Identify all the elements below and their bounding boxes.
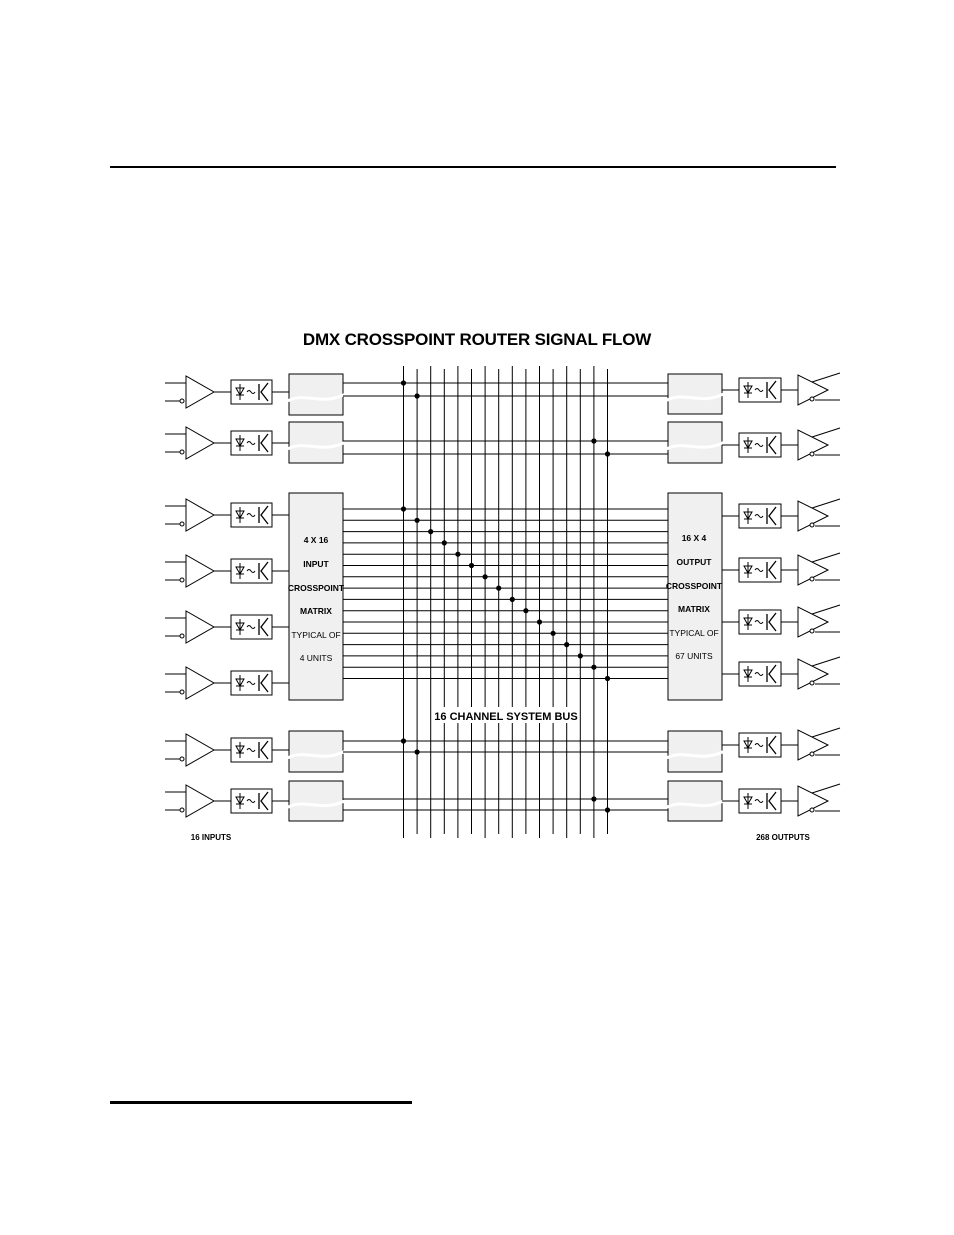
output-channel <box>722 657 840 689</box>
input-matrix-line4: MATRIX <box>300 606 332 616</box>
crosspoint-dot <box>469 563 474 568</box>
input-channel <box>165 734 289 766</box>
input-channel <box>165 611 289 643</box>
output-channel <box>722 784 840 816</box>
crosspoint-dot <box>455 552 460 557</box>
crosspoint-dot <box>401 506 406 511</box>
output-channel <box>722 728 840 760</box>
output-matrix-line2: OUTPUT <box>676 557 712 567</box>
input-matrix-bottom-block <box>289 781 343 821</box>
output-matrix-line4: MATRIX <box>678 604 710 614</box>
output-channel-rows <box>722 373 840 816</box>
input-matrix-line5: TYPICAL OF <box>291 630 341 640</box>
crosspoint-dot <box>401 738 406 743</box>
input-matrix-line2: INPUT <box>303 559 329 569</box>
input-matrix-line3: CROSSPOINT <box>287 583 345 593</box>
output-matrix-main-block <box>665 493 723 700</box>
crosspoint-dot <box>523 608 528 613</box>
receiver-amp <box>186 427 214 459</box>
crosspoint-dot <box>496 586 501 591</box>
receiver-amp <box>186 376 214 408</box>
crosspoint-dot <box>483 574 488 579</box>
opto-isolator <box>739 378 781 402</box>
system-bus-lines <box>404 366 608 838</box>
input-terminal <box>180 757 184 761</box>
output-wire <box>812 784 840 793</box>
opto-isolator <box>739 610 781 634</box>
output-wire <box>812 657 840 666</box>
crosspoint-dot <box>415 749 420 754</box>
output-channel <box>722 499 840 531</box>
output-wire <box>812 605 840 614</box>
output-terminal <box>810 752 814 756</box>
output-wire <box>812 553 840 562</box>
receiver-amp <box>186 785 214 817</box>
receiver-amp <box>186 499 214 531</box>
crosspoint-dot <box>591 665 596 670</box>
output-terminal <box>810 452 814 456</box>
input-matrix-line6: 4 UNITS <box>299 653 333 663</box>
input-matrix-main-block <box>289 493 343 700</box>
input-matrix-line1: 4 X 16 <box>303 535 329 545</box>
bus-label: 16 CHANNEL SYSTEM BUS <box>434 711 578 723</box>
receiver-amp <box>186 611 214 643</box>
input-terminal <box>180 399 184 403</box>
crosspoint-dot <box>605 451 610 456</box>
output-matrix-line3: CROSSPOINT <box>665 581 723 591</box>
output-terminal <box>810 629 814 633</box>
output-matrix-top-block <box>668 422 722 463</box>
input-channel <box>165 667 289 699</box>
output-wire <box>812 728 840 737</box>
crosspoint-dot <box>510 597 515 602</box>
output-terminal <box>810 523 814 527</box>
output-matrix-bottom-block <box>668 781 722 821</box>
input-channel <box>165 555 289 587</box>
input-terminal <box>180 634 184 638</box>
matrix-bus-taps <box>343 383 668 810</box>
input-channel <box>165 499 289 531</box>
opto-isolator <box>739 504 781 528</box>
input-terminal <box>180 522 184 526</box>
receiver-amp <box>186 734 214 766</box>
input-terminal <box>180 690 184 694</box>
outputs-label: 268 OUTPUTS <box>756 833 810 842</box>
crosspoint-dot <box>428 529 433 534</box>
output-matrix-line6: 67 UNITS <box>675 651 713 661</box>
opto-isolator <box>739 733 781 757</box>
output-wire <box>812 428 840 437</box>
output-terminal <box>810 397 814 401</box>
opto-isolator <box>739 662 781 686</box>
crosspoint-dot <box>415 393 420 398</box>
output-terminal <box>810 681 814 685</box>
crosspoint-dot <box>605 676 610 681</box>
inputs-label: 16 INPUTS <box>190 833 232 842</box>
input-terminal <box>180 450 184 454</box>
input-matrix-bottom-block <box>289 731 343 772</box>
diagram-title: DMX CROSSPOINT ROUTER SIGNAL FLOW <box>302 330 652 349</box>
output-terminal <box>810 577 814 581</box>
output-wire <box>812 499 840 508</box>
receiver-amp <box>186 667 214 699</box>
output-matrix-top-block <box>668 374 722 414</box>
crosspoint-dot <box>442 540 447 545</box>
output-matrix-line1: 16 X 4 <box>681 533 707 543</box>
output-channel <box>722 428 840 460</box>
input-terminal <box>180 578 184 582</box>
crosspoint-dots <box>401 380 610 812</box>
crosspoint-dot <box>564 642 569 647</box>
footnote-rule <box>110 1101 412 1104</box>
input-channel <box>165 785 289 817</box>
output-matrix-line5: TYPICAL OF <box>669 628 719 638</box>
output-channel <box>722 605 840 637</box>
crosspoint-dot <box>415 518 420 523</box>
opto-isolator <box>739 433 781 457</box>
input-terminal <box>180 808 184 812</box>
input-matrix-top-block <box>289 374 343 415</box>
output-matrix-bottom-block <box>668 731 722 772</box>
input-channel <box>165 427 289 459</box>
crosspoint-dot <box>551 631 556 636</box>
opto-isolator <box>739 789 781 813</box>
receiver-amp <box>186 555 214 587</box>
crosspoint-dot <box>591 796 596 801</box>
output-channel <box>722 373 840 405</box>
input-channel <box>165 376 289 408</box>
opto-isolator <box>739 558 781 582</box>
crosspoint-dot <box>537 619 542 624</box>
output-terminal <box>810 808 814 812</box>
crosspoint-dot <box>591 438 596 443</box>
output-channel <box>722 553 840 585</box>
input-matrix-top-block <box>289 422 343 463</box>
crosspoint-dot <box>578 653 583 658</box>
crosspoint-dot <box>401 380 406 385</box>
output-wire <box>812 373 840 382</box>
crosspoint-dot <box>605 807 610 812</box>
